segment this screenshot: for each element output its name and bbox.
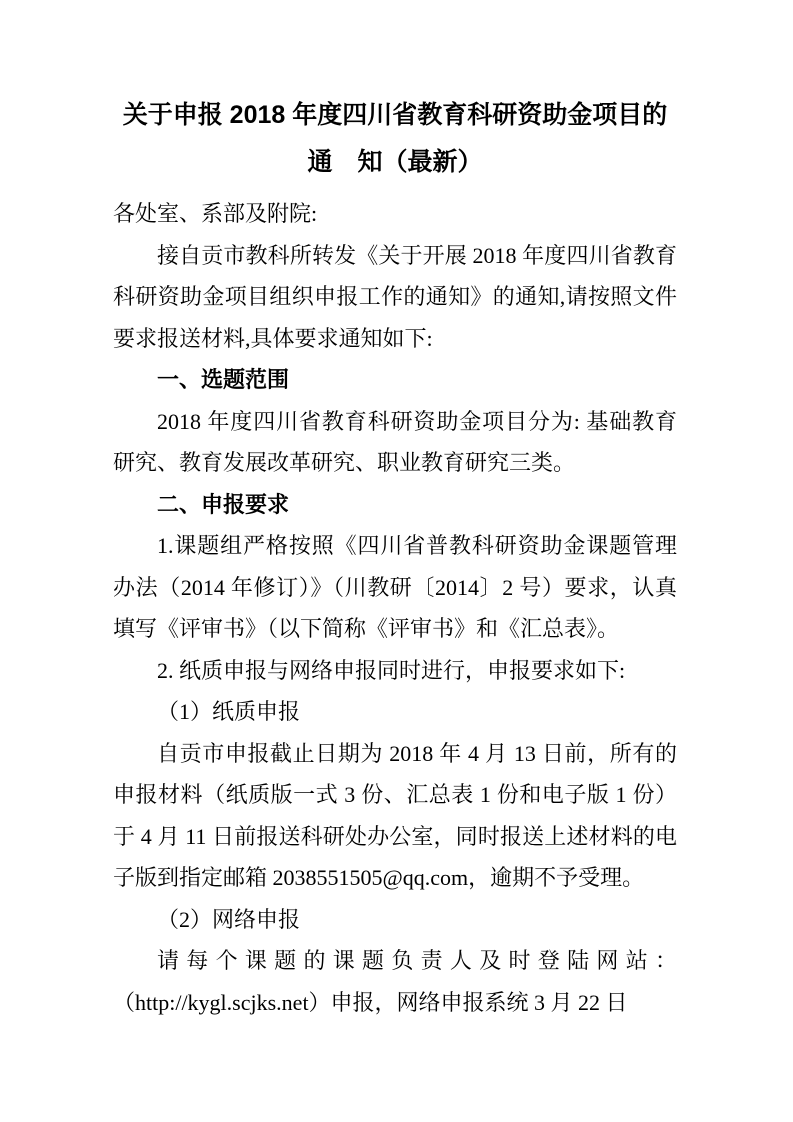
section-1-body: 2018 年度四川省教育科研资助金项目分为: 基础教育研究、教育发展改革研究、职业教育研究三类。 (113, 408, 677, 475)
document-content (113, 92, 677, 1023)
section-2-item-2: 2. 纸质申报与网络申报同时进行，申报要求如下: (157, 657, 626, 683)
paper-submission-body: 自贡市申报截止日期为 2018 年 4 月 13 日前，所有的申报材料（纸质版一式 3 份、汇总表 1 份和电子版 1 份）于 4 月 11 日前报送科研处办公室，同时报送上述材料的电子版到指定邮箱 2038551505@qq.com，逾期不予受理。 (113, 740, 677, 890)
salutation: 各处室、系部及附院: (113, 201, 318, 226)
document-title (113, 92, 677, 186)
section-2-item-1: 1.课题组严格按照《四川省普教科研资助金课题管理办法（2014 年修订）》（川教研〔2014〕2 号）要求，认真填写《评审书》（以下简称《评审书》和《汇总表》。 (113, 533, 677, 641)
intro-paragraph: 接自贡市教科所转发《关于开展 2018 年度四川省教育科研资助金项目组织申报工作的通知》的通知,请按照文件要求报送材料,具体要求通知如下: (113, 242, 677, 351)
online-submission-body: 请每个课题的课题负责人及时登陆网站：（http://kygl.scjks.net）申报，网络申报系统 3 月 22 日 (113, 948, 677, 1015)
paper-submission-heading: （1）纸质申报 (157, 699, 301, 724)
title-line-2: 通 知（最新） (307, 148, 483, 176)
title-line-1: 关于申报 2018 年度四川省教育科研资助金项目的 (122, 101, 668, 129)
online-submission-heading: （2）网络申报 (157, 906, 301, 932)
section-1-heading: 一、选题范围 (157, 367, 290, 392)
section-2-heading: 二、申报要求 (157, 491, 290, 517)
document-body (113, 193, 677, 1023)
